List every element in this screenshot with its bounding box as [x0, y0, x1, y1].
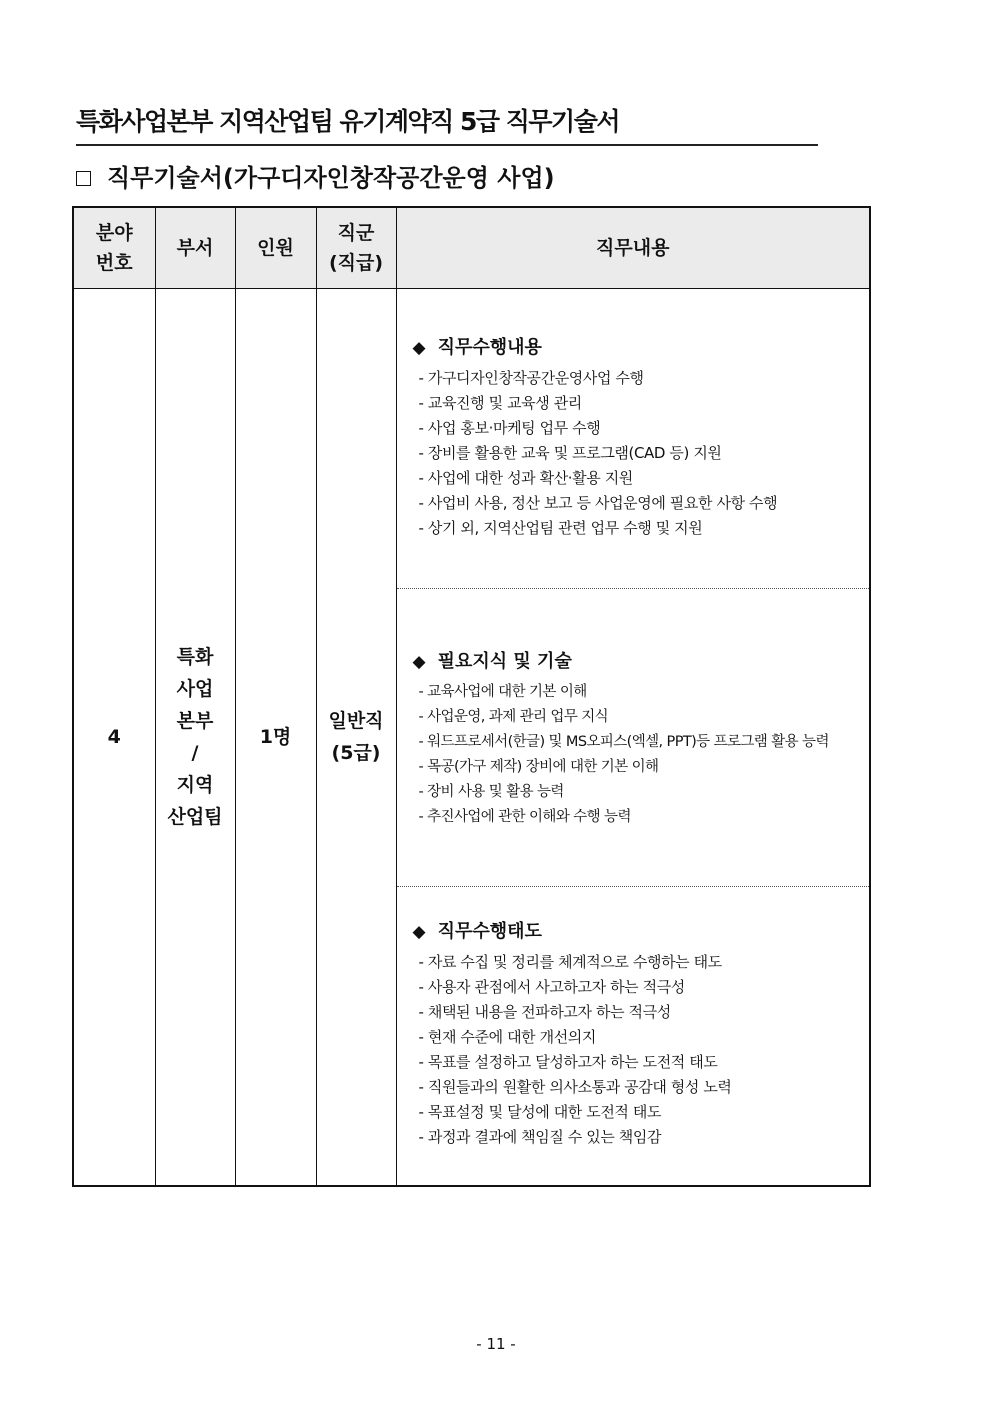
list-item: - 목표를 설정하고 달성하고자 하는 도전적 태도	[418, 1053, 718, 1071]
section-title-text: 직무수행내용	[437, 337, 542, 358]
cell-field-no: 4	[73, 289, 155, 1187]
duty-list	[413, 366, 864, 541]
header-field-no	[73, 207, 155, 289]
department-line: 사업	[176, 678, 214, 700]
diamond-bullet-icon: ◆	[412, 922, 426, 942]
grade-line2: (5급)	[331, 742, 381, 764]
duties-section-performance	[397, 289, 870, 589]
job-description-table	[72, 206, 871, 1187]
list-item: - 워드프로세서(한글) 및 MS오피스(엑셀, PPT)등 프로그램 활용 능력	[418, 734, 829, 750]
duties-section-attitude	[397, 887, 870, 1185]
list-item: - 상기 외, 지역산업팀 관련 업무 수행 및 지원	[418, 519, 703, 537]
list-item: - 장비 사용 및 활용 능력	[418, 784, 564, 800]
cell-headcount: 1명	[235, 289, 316, 1187]
list-item: - 교육진행 및 교육생 관리	[418, 394, 582, 412]
list-item: - 목표설정 및 달성에 대한 도전적 태도	[418, 1103, 662, 1121]
document-title: 특화사업본부 지역산업팀 유기계약직 5급 직무기술서	[76, 104, 818, 146]
list-item: - 교육사업에 대한 기본 이해	[418, 684, 587, 700]
header-grade-line2: (직급)	[328, 252, 384, 274]
header-department: 부서	[155, 207, 235, 289]
header-duties: 직무내용	[396, 207, 870, 289]
table-row	[73, 289, 870, 1187]
attitude-list	[413, 950, 864, 1150]
page-number: - 11 -	[476, 1335, 516, 1353]
header-headcount: 인원	[235, 207, 316, 289]
section-title	[413, 647, 864, 677]
header-grade	[316, 207, 396, 289]
department-line: 본부	[176, 710, 214, 732]
list-item: - 현재 수준에 대한 개선의지	[418, 1028, 596, 1046]
list-item: - 사용자 관점에서 사고하고자 하는 적극성	[418, 978, 685, 996]
cell-duties	[396, 289, 870, 1187]
cell-department	[155, 289, 235, 1187]
header-field-no-line2: 번호	[95, 252, 133, 274]
department-line: 지역	[176, 774, 214, 796]
list-item: - 목공(가구 제작) 장비에 대한 기본 이해	[418, 759, 659, 775]
cell-grade	[316, 289, 396, 1187]
diamond-bullet-icon: ◆	[412, 652, 426, 672]
section-heading	[76, 160, 555, 196]
table-header-row	[73, 207, 870, 289]
square-bullet-icon	[76, 171, 91, 186]
section-title-text: 직무수행태도	[437, 921, 542, 942]
list-item: - 직원들과의 원활한 의사소통과 공감대 형성 노력	[418, 1078, 732, 1096]
department-line: 특화	[176, 646, 214, 668]
section-heading-text: 직무기술서(가구디자인창작공간운영 사업)	[107, 164, 555, 192]
list-item: - 채택된 내용을 전파하고자 하는 적극성	[418, 1003, 671, 1021]
list-item: - 추진사업에 관한 이해와 수행 능력	[418, 809, 631, 825]
department-line: /	[191, 742, 199, 764]
header-grade-line1: 직군	[337, 222, 375, 244]
grade-line1: 일반직	[328, 710, 384, 732]
header-field-no-line1: 분야	[95, 222, 133, 244]
list-item: - 사업비 사용, 정산 보고 등 사업운영에 필요한 사항 수행	[418, 494, 778, 512]
diamond-bullet-icon: ◆	[412, 338, 426, 358]
knowledge-list	[413, 680, 864, 830]
list-item: - 자료 수집 및 정리를 체계적으로 수행하는 태도	[418, 953, 722, 971]
list-item: - 사업운영, 과제 관리 업무 지식	[418, 709, 609, 725]
list-item: - 장비를 활용한 교육 및 프로그램(CAD 등) 지원	[418, 444, 722, 462]
list-item: - 사업 홍보·마케팅 업무 수행	[418, 419, 601, 437]
section-title	[413, 917, 864, 947]
list-item: - 가구디자인창작공간운영사업 수행	[418, 369, 644, 387]
section-title	[413, 333, 864, 363]
list-item: - 사업에 대한 성과 확산·활용 지원	[418, 469, 633, 487]
duties-section-knowledge	[397, 589, 870, 887]
list-item: - 과정과 결과에 책임질 수 있는 책임감	[418, 1128, 662, 1146]
section-title-text: 필요지식 및 기술	[437, 651, 572, 672]
department-line: 산업팀	[167, 806, 223, 828]
